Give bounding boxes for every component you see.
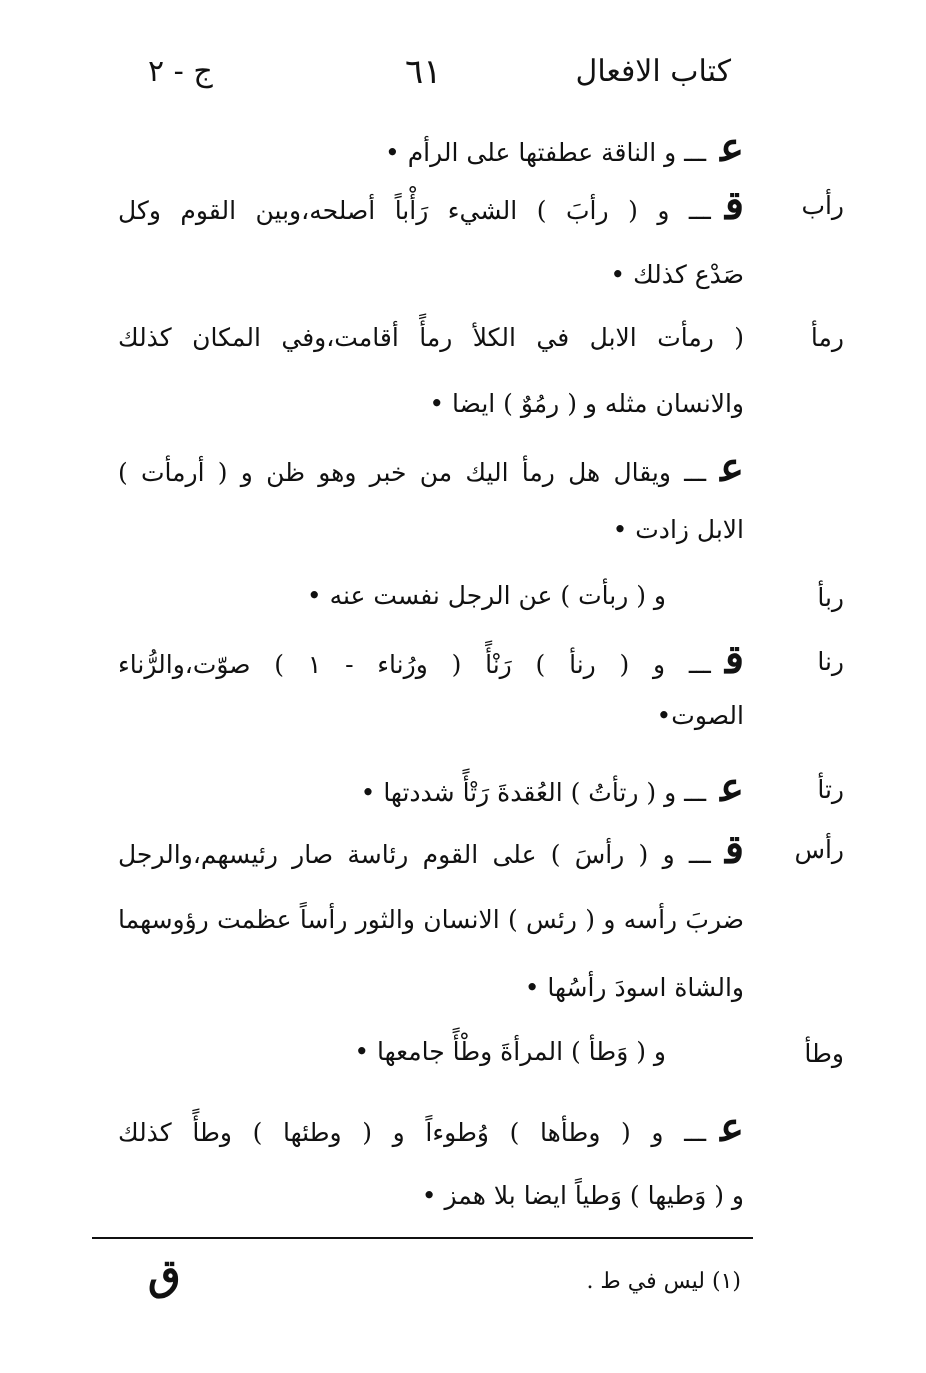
headword: ربأ (817, 583, 844, 612)
text-line (118, 1104, 744, 1153)
line-text: ضربَ رأسه و ( رئس ) الانسان والثور رأساً عظمت رؤوسهما (118, 905, 744, 934)
source-marker: ع (720, 764, 744, 811)
text-line (307, 576, 666, 616)
line-text: والانسان مثله و ( رمُوٌ ) ايضا • (429, 389, 744, 418)
headword: رأس (794, 835, 844, 864)
line-text: ـــ و الناقة عطفتها على الرأم • (385, 138, 707, 167)
source-marker: ق (724, 182, 744, 229)
text-line (118, 826, 744, 875)
line-text: الصوت• (656, 701, 744, 730)
footnote: (١) ليس في ط . (586, 1269, 741, 1294)
signature-mark: ق (148, 1250, 181, 1299)
headword: وطأ (804, 1039, 844, 1068)
text-line (610, 255, 744, 295)
text-line (385, 124, 744, 173)
line-text: ـــ و ( رتأتُ ) العُقدةَ رَتْأً شددتها • (360, 778, 707, 807)
source-marker: ع (720, 1104, 744, 1151)
line-text: والشاة اسودَ رأسُها • (524, 973, 744, 1002)
text-line (657, 696, 744, 736)
text-line (118, 444, 744, 493)
line-text: و ( وَطأ ) المرأةَ وطْأً جامعها • (354, 1037, 666, 1066)
source-marker: ع (720, 444, 744, 491)
text-line (613, 510, 744, 550)
headword: رتأ (817, 775, 844, 804)
text-line (118, 636, 745, 685)
line-text: صَدْع كذلك • (610, 260, 744, 289)
line-text: ـــ و ( رنأ ) رَنْأً ( ورُناء - ١ ) صوّت،والرُّناء (118, 650, 711, 679)
headword: رأب (801, 191, 844, 220)
line-text: ـــ و ( رأبَ ) الشيء رَأْباً أصلحه،وبين القوم وكل (118, 196, 711, 225)
line-text: ـــ ويقال هل رمأ اليك من خبر وهو ظن و ( أرمأت ) (118, 458, 707, 487)
headword: رنا (817, 647, 844, 676)
text-line (354, 1032, 666, 1072)
source-marker: ع (720, 124, 744, 171)
text-line (525, 968, 744, 1008)
text-line (422, 1176, 744, 1216)
line-text: ( رمأت الابل في الكلأ رمأً أقامت،وفي المكان كذلك (118, 323, 744, 352)
text-line (118, 900, 744, 940)
line-text: و ( وَطيها ) وَطياً ايضا بلا همز • (421, 1181, 744, 1210)
footnote-rule (92, 1237, 753, 1239)
volume-label: ج - ٢ (148, 54, 213, 89)
page-number: ٦١ (405, 52, 442, 92)
running-title: كتاب الافعال (575, 54, 731, 89)
line-text: ـــ و ( وطأها ) وُطوءاً و ( وطئها ) وطأً كذلك (118, 1118, 707, 1147)
text-line (429, 384, 744, 424)
source-marker: ق (724, 636, 745, 683)
text-line (360, 764, 744, 813)
headword: رمأ (810, 323, 844, 352)
line-text: ـــ و ( رأسَ ) على القوم رئاسة صار رئيسهم،والرجل (118, 840, 711, 869)
source-marker: ق (724, 826, 744, 873)
text-line (118, 182, 744, 231)
line-text: الابل زادت • (612, 515, 744, 544)
line-text: و ( ربأت ) عن الرجل نفست عنه • (306, 581, 666, 610)
text-line (118, 318, 744, 358)
